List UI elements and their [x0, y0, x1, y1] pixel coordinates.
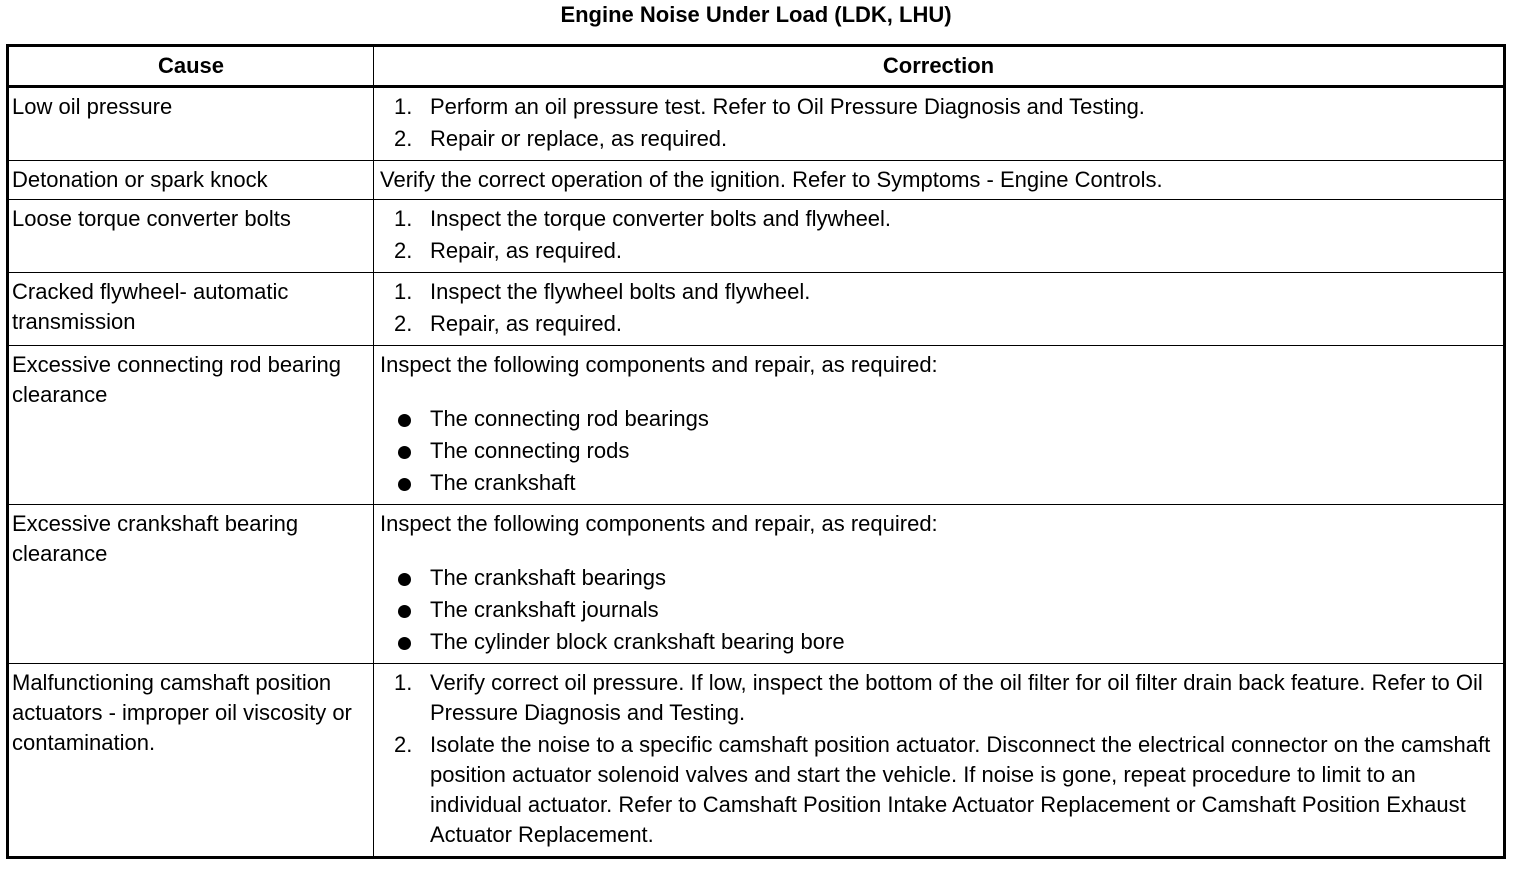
correction-cell — [374, 664, 1505, 858]
correction-intro: Inspect the following components and repair, as required: — [380, 352, 938, 377]
step-item — [380, 309, 1497, 339]
correction-header: Correction — [374, 46, 1505, 87]
step-number: 1. — [394, 670, 413, 695]
step-item — [380, 124, 1497, 154]
bullet-item — [380, 595, 1497, 625]
correction-text: Verify the correct operation of the ignition. Refer to Symptoms - Engine Controls. — [380, 167, 1163, 192]
step-number: 2. — [394, 732, 413, 757]
table-body — [8, 87, 1505, 858]
table-row — [8, 161, 1505, 200]
step-item — [380, 730, 1497, 850]
bullet-item — [380, 404, 1497, 434]
bullet-text: The connecting rod bearings — [430, 406, 709, 431]
step-number: 2. — [394, 238, 413, 263]
bullet-text: The crankshaft journals — [430, 597, 659, 622]
step-text: Inspect the torque converter bolts and flywheel. — [430, 206, 892, 231]
bullet-text: The connecting rods — [430, 438, 630, 463]
cause-cell: Malfunctioning camshaft position actuators - improper oil viscosity or contamination. — [8, 664, 374, 858]
step-text: Repair or replace, as required. — [430, 126, 728, 151]
table-row — [8, 664, 1505, 858]
correction-cell — [374, 161, 1505, 200]
step-number: 2. — [394, 126, 413, 151]
step-number: 2. — [394, 311, 413, 336]
correction-cell — [374, 505, 1505, 664]
cause-cell: Excessive connecting rod bearing clearance — [8, 346, 374, 505]
bullet-dot-icon — [398, 478, 411, 491]
bullet-list — [380, 404, 1497, 498]
step-number: 1. — [394, 94, 413, 119]
table-row — [8, 346, 1505, 505]
numbered-steps — [380, 204, 1497, 266]
step-item — [380, 204, 1497, 234]
correction-cell — [374, 200, 1505, 273]
step-item — [380, 668, 1497, 728]
table-row — [8, 505, 1505, 664]
cause-cell: Cracked flywheel- automatic transmission — [8, 273, 374, 346]
page-title: Engine Noise Under Load (LDK, LHU) — [560, 2, 952, 27]
diagnosis-table — [6, 44, 1506, 859]
cause-cell: Low oil pressure — [8, 87, 374, 161]
step-text: Verify correct oil pressure. If low, inspect the bottom of the oil filter for oil filter drain back feature. Refer to Oil Pressure Diagnosis and Testing. — [430, 670, 1483, 725]
correction-cell — [374, 87, 1505, 161]
step-text: Inspect the flywheel bolts and flywheel. — [430, 279, 811, 304]
bullet-dot-icon — [398, 637, 411, 650]
step-text: Isolate the noise to a specific camshaft position actuator. Disconnect the electrical connector on the camshaft position actuator solenoid valves and start the vehicle. If noise is gone, repeat procedure to limit to an individual actuator. Refer to Camshaft Position Intake Actuator Replacement or Camshaft Position Exhaust Actuator Replacement. — [430, 732, 1491, 847]
bullet-item — [380, 436, 1497, 466]
step-item — [380, 277, 1497, 307]
bullet-item — [380, 627, 1497, 657]
numbered-steps — [380, 277, 1497, 339]
bullet-item — [380, 468, 1497, 498]
table-row — [8, 273, 1505, 346]
step-number: 1. — [394, 279, 413, 304]
numbered-steps — [380, 92, 1497, 154]
bullet-text: The crankshaft — [430, 470, 576, 495]
correction-cell — [374, 273, 1505, 346]
bullet-dot-icon — [398, 573, 411, 586]
step-item — [380, 92, 1497, 122]
bullet-list — [380, 563, 1497, 657]
bullet-text: The cylinder block crankshaft bearing bore — [430, 629, 845, 654]
bullet-dot-icon — [398, 605, 411, 618]
cause-cell: Loose torque converter bolts — [8, 200, 374, 273]
step-number: 1. — [394, 206, 413, 231]
bullet-text: The crankshaft bearings — [430, 565, 667, 590]
cause-header: Cause — [8, 46, 374, 87]
step-item — [380, 236, 1497, 266]
table-row — [8, 87, 1505, 161]
bullet-item — [380, 563, 1497, 593]
bullet-dot-icon — [398, 446, 411, 459]
cause-cell: Detonation or spark knock — [8, 161, 374, 200]
step-text: Perform an oil pressure test. Refer to Oil Pressure Diagnosis and Testing. — [430, 94, 1145, 119]
correction-intro: Inspect the following components and repair, as required: — [380, 511, 938, 536]
bullet-dot-icon — [398, 414, 411, 427]
table-header-row — [8, 46, 1505, 87]
numbered-steps — [380, 668, 1497, 850]
table-row — [8, 200, 1505, 273]
step-text: Repair, as required. — [430, 311, 622, 336]
step-text: Repair, as required. — [430, 238, 622, 263]
correction-cell — [374, 346, 1505, 505]
cause-cell: Excessive crankshaft bearing clearance — [8, 505, 374, 664]
